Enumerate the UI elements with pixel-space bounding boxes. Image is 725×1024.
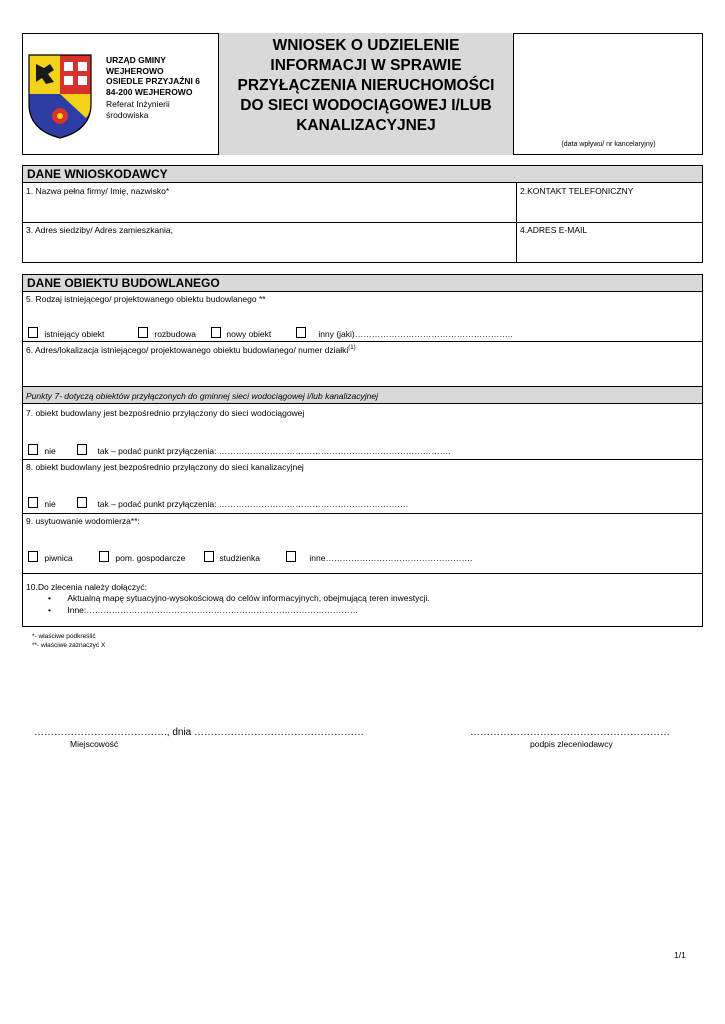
checkbox-meter-other[interactable]	[286, 551, 296, 562]
field-name-label: 1. Nazwa pełna firmy/ Imię, nazwisko*	[26, 186, 170, 196]
checkbox-well[interactable]	[204, 551, 214, 562]
bullet-icon: •	[48, 605, 51, 615]
field-email-label: 4.ADRES E-MAIL	[520, 225, 588, 235]
place-date-line[interactable]: …………………………………., dnia ……………………………………………	[34, 727, 365, 738]
field-address-input[interactable]	[23, 237, 516, 262]
field-phone-input[interactable]	[517, 198, 702, 221]
meter-option-utility: pom. gospodarcze	[99, 551, 185, 563]
checkbox-existing[interactable]	[28, 327, 38, 338]
object-type-options: istniejący obiekt	[28, 327, 104, 339]
signature-line[interactable]: ……………………………………………………	[470, 727, 670, 738]
checkbox-basement[interactable]	[28, 551, 38, 562]
checkbox-utility-room[interactable]	[99, 551, 109, 562]
option-new: nowy obiekt	[211, 327, 271, 339]
place-label: Miejscowość	[70, 739, 119, 749]
footnote-underline: *- właściwe podkreślić	[32, 633, 96, 640]
page-number: 1/1	[674, 950, 686, 960]
water-option-no: nie	[28, 444, 56, 456]
section-object-heading: DANE OBIEKTU BUDOWLANEGO	[23, 275, 702, 292]
checkbox-water-yes[interactable]	[77, 444, 87, 455]
checkbox-water-no[interactable]	[28, 444, 38, 455]
section-applicant-heading: DANE WNIOSKODAWCY	[23, 166, 702, 183]
footnote-mark: **- właściwe zaznaczyć X	[32, 641, 106, 649]
checkbox-sewer-no[interactable]	[28, 497, 38, 508]
field-email-input[interactable]	[517, 237, 702, 262]
connection-note-text: Punkty 7- dotyczą obiektów przyłączonych do gminnej sieci wodociągowej i/lub kanalizacyjnej	[26, 391, 378, 401]
field-sewer-label: 8. obiekt budowlany jest bezpośrednio przyłączony do sieci kanalizacyjnej	[26, 462, 304, 472]
office-department: Referat Inżynierii środowiska	[106, 99, 170, 120]
field-object-type-label: 5. Rodzaj istniejącego/ projektowanego obiektu budowlanego **	[26, 294, 266, 304]
meter-option-well: studzienka	[204, 551, 260, 563]
signature-label: podpis zleceniodawcy	[530, 739, 613, 749]
form-title: WNIOSEK O UDZIELENIE INFORMACJI W SPRAWIE PRZYŁĄCZENIA NIERUCHOMOŚCI DO SIECI WODOCIĄGOWEJ I/LUB KANALIZACYJNEJ	[237, 37, 495, 134]
water-option-yes: tak – podać punkt przyłączenia: ……………………………………………………………………….	[77, 444, 451, 456]
applicant-divider-horizontal	[23, 222, 702, 223]
field-meter-label: 9. usytuowanie wodomierza**:	[26, 516, 140, 526]
meter-option-other: inne…………………………………………….	[286, 551, 472, 563]
field-water-label: 7. obiekt budowlany jest bezpośrednio przyłączony do sieci wodociągowej	[26, 408, 305, 418]
office-name: URZĄD GMINY WEJHEROWO OSIEDLE PRZYJAŹNI 6 84-200 WEJHEROWO	[106, 55, 200, 97]
field-location-input[interactable]	[23, 355, 702, 385]
sewer-option-yes: tak – podać punkt przyłączenia: ………………………………………………………….	[77, 497, 408, 509]
checkbox-new[interactable]	[211, 327, 221, 338]
attachment-item: • Inne:……………………………………………………………………………………	[48, 605, 359, 615]
attachment-item: • Aktualną mapę sytuacyjno-wysokościową do celów informacyjnych, obejmującą teren inwestycji.	[48, 593, 430, 603]
attachments-label: 10.Do zlecenia należy dołączyć:	[26, 582, 147, 592]
field-location-label: 6. Adres/lokalizacja istniejącego/ projektowanego obiektu budowlanego/ numer działki$^{(1)}$	[26, 344, 356, 355]
meter-option-basement: piwnica	[28, 551, 73, 563]
field-address-label: 3. Adres siedziby/ Adres zamieszkania,	[26, 225, 173, 235]
bullet-icon: •	[48, 593, 51, 603]
stamp-caption: (data wpływu/ nr kancelaryjny)	[561, 141, 656, 148]
footnotes	[32, 633, 105, 650]
checkbox-extension[interactable]	[138, 327, 148, 338]
option-extension: rozbudowa	[138, 327, 196, 339]
field-phone-label: 2.KONTAKT TELEFONICZNY	[520, 186, 634, 196]
checkbox-sewer-yes[interactable]	[77, 497, 87, 508]
sewer-option-no: nie	[28, 497, 56, 509]
coat-of-arms-logo	[26, 52, 94, 140]
checkbox-other[interactable]	[296, 327, 306, 338]
option-other: inny (jaki)………………………………………………..	[296, 327, 512, 339]
field-name-input[interactable]	[23, 198, 516, 221]
